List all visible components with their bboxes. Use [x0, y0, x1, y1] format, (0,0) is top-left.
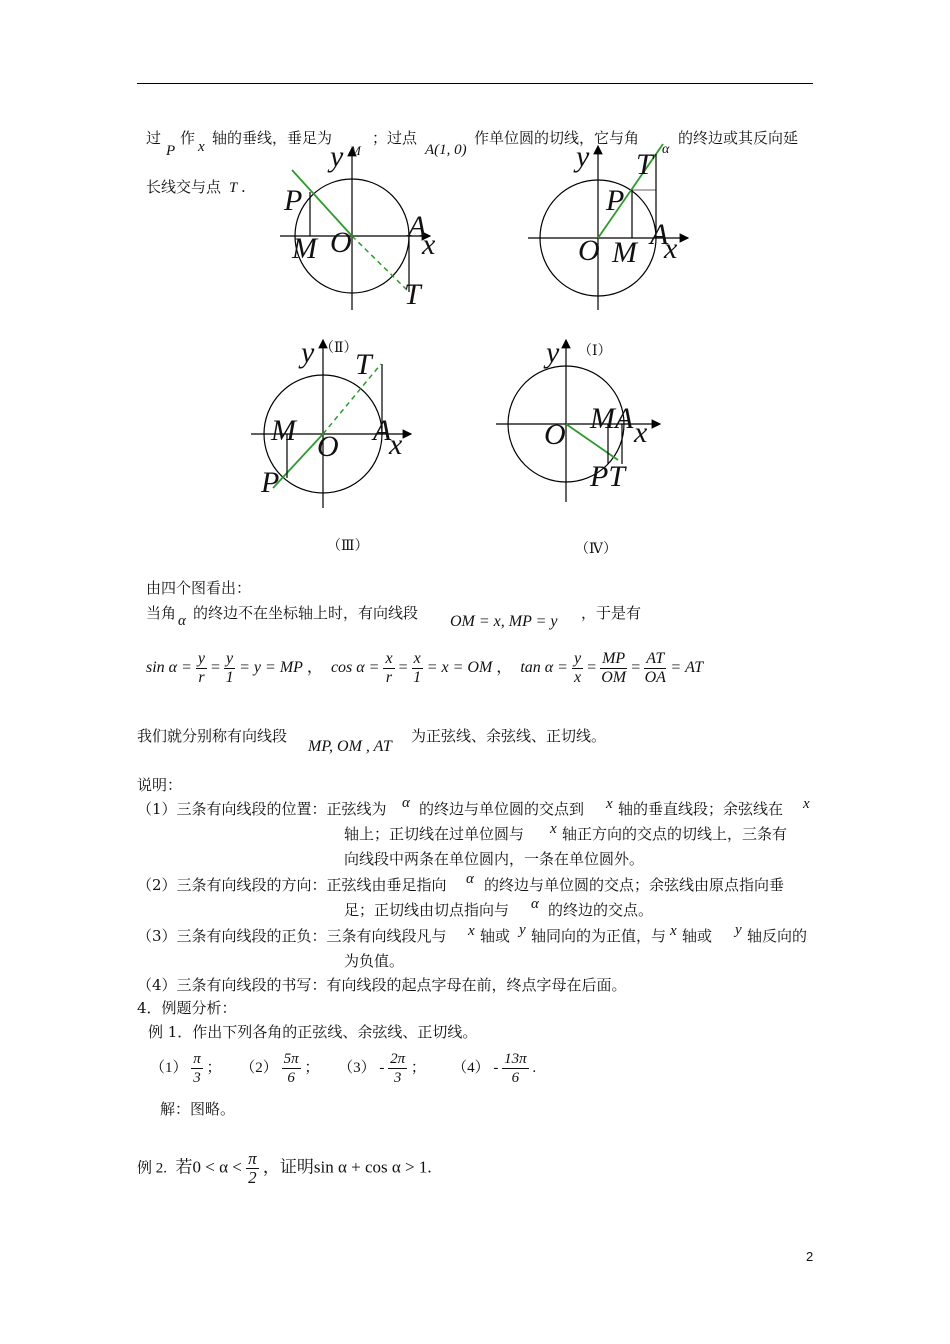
svg-text:PT: PT [590, 460, 626, 493]
see-line: 由四个图看出： [146, 579, 252, 597]
example-1-items: （1） $\frac{\pi}{3}$ ； （2） $\frac{5\pi}{6}$ ； （3） - $\frac{2\pi}{3}$ ； （4） - $\frac{13\pi}{6}$ . [150, 1051, 537, 1086]
figure-iii-unit-circle [245, 330, 425, 510]
label-t: T [404, 278, 421, 311]
label-m: M [292, 232, 317, 265]
caption-iii: （Ⅲ） [327, 538, 369, 554]
svg-text:x: x [389, 428, 403, 461]
figure-iv-unit-circle [490, 330, 670, 510]
header-rule [137, 83, 813, 84]
note-heading: 说明： [137, 776, 183, 794]
label-o: O [330, 226, 352, 259]
svg-text:M: M [271, 414, 296, 447]
figure-i-unit-circle [520, 140, 700, 320]
caption-ii: （Ⅱ） [320, 340, 358, 356]
svg-text:x: x [634, 416, 648, 449]
caption-i: （Ⅰ） [578, 343, 612, 359]
svg-text:x: x [664, 232, 678, 265]
note-4: （4）三条有向线段的书写：有向线段的起点字母在前，终点字母在后面。 [137, 976, 627, 994]
caption-iv: （Ⅳ） [575, 541, 617, 557]
svg-text:O: O [317, 430, 339, 463]
svg-text:A: A [650, 218, 669, 251]
svg-text:O: O [544, 418, 566, 451]
svg-text:A: A [373, 414, 392, 447]
svg-text:O: O [578, 234, 600, 267]
trig-formula-line: sin α = $\frac{y}{r}$ = $\frac{y}{1}$ = y = MP ， cos α = $\frac{x}{r}$ = $\frac{x}{1}$ = x = OM ， tan α = $\frac{y}{x}$ = $\frac{MP}{OM}$ = $\frac{AT}{OA}$ = AT [146, 650, 704, 686]
section-4-heading: 4．例题分析： [137, 999, 237, 1017]
svg-text:T: T [636, 148, 653, 181]
label-y: y [330, 140, 344, 173]
label-a: A [408, 210, 427, 243]
svg-text:P: P [606, 184, 625, 217]
svg-text:MA: MA [590, 402, 634, 435]
figure-ii-unit-circle [270, 140, 450, 320]
terminal-extension [352, 236, 408, 291]
svg-text:M: M [612, 236, 637, 269]
svg-text:T: T [355, 348, 372, 381]
label-p: P [284, 184, 303, 217]
svg-text:y: y [576, 140, 590, 173]
example-1-title: 例 1．作出下列各角的正弦线、余弦线、正切线。 [148, 1023, 478, 1041]
page-number: 2 [806, 1249, 814, 1264]
solution-line: 解：图略。 [160, 1100, 236, 1118]
svg-text:P: P [261, 466, 280, 499]
example-2: 例 2. 若0 < α < $\frac{\pi}{2}$ ，证明sin α + cos α > 1. [137, 1149, 432, 1187]
label-x: x [422, 228, 436, 261]
svg-text:y: y [301, 336, 315, 369]
svg-text:y: y [546, 336, 560, 369]
